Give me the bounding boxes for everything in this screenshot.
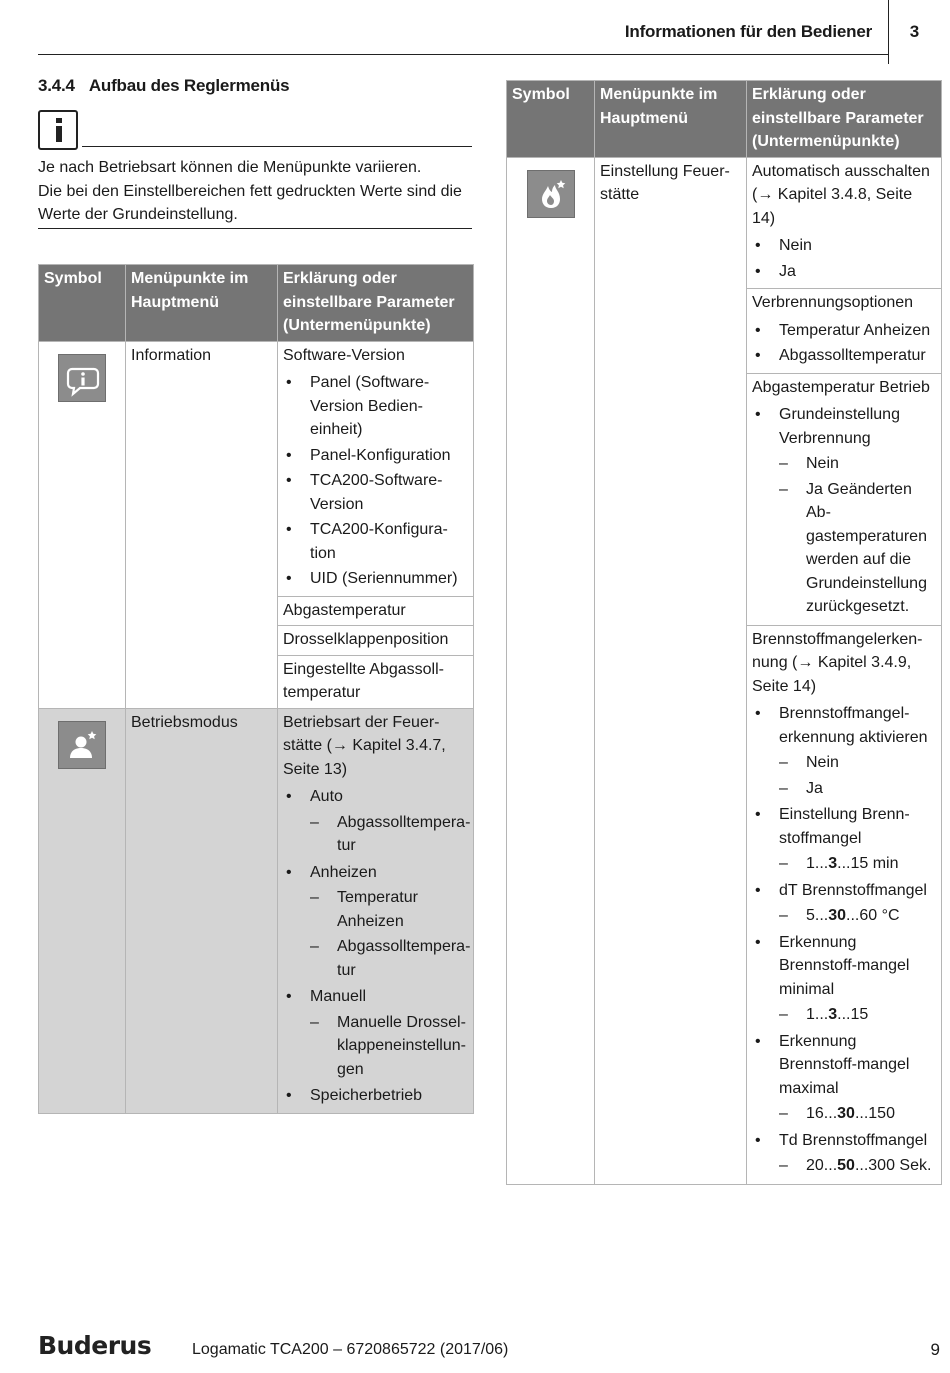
item-grundeinstellung: Grundeinstellung Verbrennung xyxy=(779,406,900,447)
table-row xyxy=(39,341,474,596)
list-item: • Abgassolltemperatur xyxy=(752,344,937,368)
list-item xyxy=(752,879,937,928)
info-icon xyxy=(38,110,78,150)
range-default: 3 xyxy=(828,855,838,872)
sub-item: – Ja xyxy=(779,777,937,801)
range-default: 30 xyxy=(828,907,847,924)
verbrennung-title: Verbrennungsoptionen xyxy=(752,294,914,311)
list-item: • Panel-Konfiguration xyxy=(283,444,469,468)
intro-line-2: Die bei den Einstellbereichen fett gedruckten Werte sind die Werte der Grundeinstellung. xyxy=(38,182,462,223)
menu-table-left xyxy=(38,264,474,1114)
list-item: • TCA200-Konfigura-tion xyxy=(283,518,469,565)
list-item xyxy=(283,985,469,1081)
sub-item: – Nein xyxy=(779,751,937,775)
range-item xyxy=(779,1003,937,1027)
header-symbol: Symbol xyxy=(39,265,126,342)
section-title: Aufbau des Reglermenüs xyxy=(88,76,290,95)
range-max: ...15 xyxy=(837,1006,869,1023)
sub-list xyxy=(779,751,937,800)
item-anheizen: Anheizen xyxy=(310,863,377,881)
software-version-title: Software-Version xyxy=(283,346,405,364)
verbrennung-list xyxy=(752,319,937,368)
table-row xyxy=(39,708,474,1113)
sub-list xyxy=(310,1011,469,1082)
range-default: 30 xyxy=(837,1105,855,1122)
sub-list xyxy=(310,886,469,982)
intro-rule xyxy=(38,228,472,229)
betriebsart-intro: Betriebsart der Feuer-stätte (→ Kapitel 3.4.7, Seite 13) xyxy=(283,713,446,778)
list-item: • Speicherbetrieb xyxy=(283,1084,469,1108)
list-item: • Panel (Software-Version Bedien-einheit) xyxy=(283,371,469,442)
sub-list xyxy=(779,1003,937,1027)
info-icon xyxy=(58,354,106,402)
page-number: 9 xyxy=(930,1340,940,1359)
sub-list xyxy=(779,1154,937,1178)
software-list xyxy=(283,371,469,591)
brand-logo: Buderus xyxy=(38,1331,152,1360)
range-item xyxy=(779,1102,937,1126)
list-item xyxy=(752,1030,937,1126)
list-item xyxy=(752,803,937,876)
brennstoff-title: Brennstoffmangelerken-nung (→ Kapitel 3.4.9, Seite 14) xyxy=(752,630,923,695)
range-max: ...150 xyxy=(854,1105,895,1122)
sub-item: – Nein xyxy=(779,452,937,476)
list-item: • Temperatur Anheizen xyxy=(752,319,937,343)
menu-cell-betriebsmodus: Betriebsmodus xyxy=(126,708,278,1113)
range-min: 1... xyxy=(806,855,829,872)
header-explanation: Erklärung oder einstellbare Parameter (Untermenüpunkte) xyxy=(747,81,942,158)
auto-off-list xyxy=(752,234,937,283)
item-td: Td Brennstoffmangel xyxy=(779,1131,928,1149)
header-explanation: Erklärung oder einstellbare Parameter (Untermenüpunkte) xyxy=(278,265,474,342)
list-item xyxy=(752,702,937,800)
flame-icon xyxy=(527,170,575,218)
brennstoff-cell xyxy=(747,625,942,1184)
user-star-icon xyxy=(58,721,106,769)
symbol-cell xyxy=(39,708,126,1113)
item-maximal: Erkennung Brennstoff-mangel maximal xyxy=(779,1032,910,1097)
list-item xyxy=(283,785,469,858)
info-rule xyxy=(82,146,472,147)
eingestellte-cell: Eingestellte Abgassoll-temperatur xyxy=(278,655,474,708)
sub-item: – Manuelle Drossel-klappeneinstellun-gen xyxy=(310,1011,469,1082)
item-aktivieren: Brennstoffmangel-erkennung aktivieren xyxy=(779,705,928,746)
abgas-betrieb-title: Abgastemperatur Betrieb xyxy=(752,378,930,396)
sub-list xyxy=(779,1102,937,1126)
range-min: 5... xyxy=(806,907,829,924)
chapter-number: 3 xyxy=(888,0,940,64)
range-item xyxy=(779,904,937,928)
list-item xyxy=(283,861,469,983)
drosselklappe-cell: Drosselklappenposition xyxy=(278,626,474,656)
document-reference: Logamatic TCA200 – 6720865722 (2017/06) xyxy=(192,1341,509,1358)
list-item xyxy=(752,403,937,619)
abgas-betrieb-list xyxy=(752,403,937,619)
auto-off-cell xyxy=(747,157,942,289)
software-version-cell xyxy=(278,341,474,596)
verbrennung-cell xyxy=(747,289,942,374)
range-item xyxy=(779,1154,937,1178)
sub-list xyxy=(310,811,469,858)
range-min: 1... xyxy=(806,1006,829,1023)
range-default: 50 xyxy=(837,1157,855,1174)
sub-item: – Ja Geänderten Ab-gastemperaturen werden auf die Grundeinstellung zurückgesetzt. xyxy=(779,478,937,619)
menu-cell-information: Information xyxy=(126,341,278,708)
range-max: ...60 °C xyxy=(846,907,900,924)
item-dt: dT Brennstoffmangel xyxy=(779,881,927,899)
running-header-title: Informationen für den Bediener xyxy=(624,22,872,41)
section-number: 3.4.4 xyxy=(38,76,75,95)
sub-list xyxy=(779,852,937,876)
sub-item: – Abgassolltempera-tur xyxy=(310,811,469,858)
sub-list xyxy=(779,904,937,928)
intro-line-1: Je nach Betriebsart können die Menüpunkte variieren. xyxy=(38,159,422,176)
abgastemperatur-cell: Abgastemperatur xyxy=(278,596,474,626)
menu-table-right xyxy=(506,80,942,1185)
list-item: • TCA200-Software-Version xyxy=(283,469,469,516)
list-item: • Nein xyxy=(752,234,937,258)
list-item xyxy=(752,1129,937,1178)
betriebsart-list xyxy=(283,785,469,1108)
range-min: 20... xyxy=(806,1157,838,1174)
sub-item: – Temperatur Anheizen xyxy=(310,886,469,933)
item-einstellung: Einstellung Brenn-stoffmangel xyxy=(779,806,910,847)
range-default: 3 xyxy=(828,1006,838,1023)
item-auto: Auto xyxy=(310,788,343,805)
range-item xyxy=(779,852,937,876)
list-item: • Ja xyxy=(752,260,937,284)
header-menu: Menüpunkte im Hauptmenü xyxy=(595,81,747,158)
header-rule xyxy=(38,54,888,55)
symbol-cell xyxy=(39,341,126,708)
intro-text xyxy=(38,156,472,227)
range-max: ...15 min xyxy=(837,855,899,872)
range-min: 16... xyxy=(806,1105,838,1122)
range-max: ...300 Sek. xyxy=(854,1157,932,1174)
table-row xyxy=(507,157,942,289)
symbol-cell xyxy=(507,157,595,1184)
header-symbol: Symbol xyxy=(507,81,595,158)
betriebsart-cell xyxy=(278,708,474,1113)
list-item: • UID (Seriennummer) xyxy=(283,567,469,591)
header-menu: Menüpunkte im Hauptmenü xyxy=(126,265,278,342)
section-heading xyxy=(38,74,289,98)
item-manuell: Manuell xyxy=(310,988,367,1005)
item-minimal: Erkennung Brennstoff-mangel minimal xyxy=(779,933,910,998)
sub-list xyxy=(779,452,937,619)
auto-off-title: Automatisch ausschalten (→ Kapitel 3.4.8, Seite 14) xyxy=(752,162,930,227)
sub-item: – Abgassolltempera-tur xyxy=(310,935,469,982)
abgas-betrieb-cell xyxy=(747,373,942,625)
brennstoff-list xyxy=(752,702,937,1178)
menu-cell-feuerstaette: Einstellung Feuer-stätte xyxy=(595,157,747,1184)
list-item xyxy=(752,931,937,1027)
